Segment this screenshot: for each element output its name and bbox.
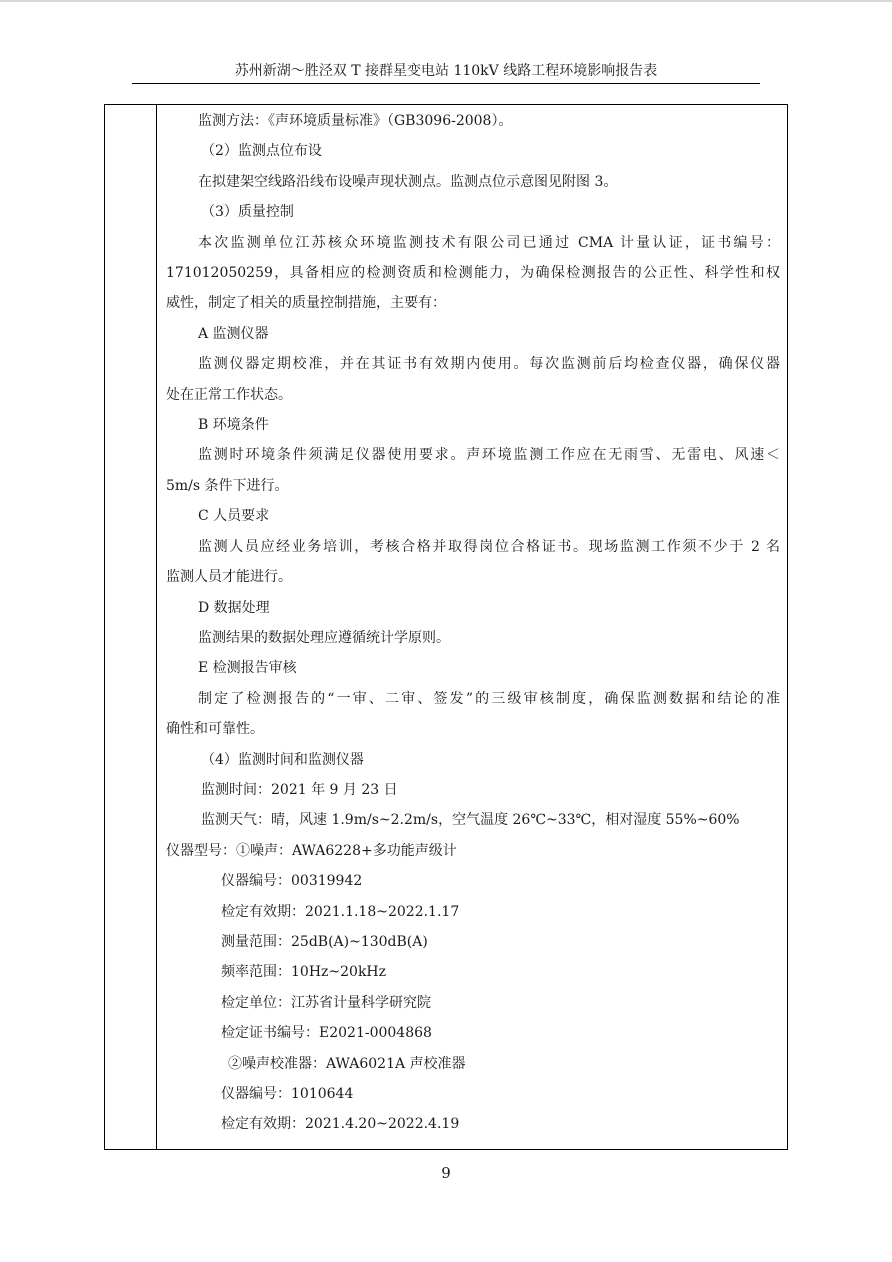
instrument-2-number: 仪器编号：1010644 [221, 1086, 354, 1102]
item-e-line-1: 制定了检测报告的“一审、二审、签发”的三级审核制度，确保监测数据和结论的准 [198, 690, 780, 707]
instrument-1-validity: 检定有效期：2021.1.18~2022.1.17 [221, 903, 460, 920]
instrument-1-range: 测量范围：25dB(A)~130dB(A) [221, 933, 428, 950]
monitoring-weather: 监测天气：晴，风速 1.9m/s~2.2m/s，空气温度 26℃~33℃，相对湿度 55%~60% [201, 812, 740, 829]
section-2-text: 在拟建架空线路沿线布设噪声现状测点。监测点位示意图见附图 3。 [198, 173, 618, 190]
instrument-2-validity: 检定有效期：2021.4.20~2022.4.19 [221, 1116, 460, 1133]
item-b-line-1: 监测时环境条件须满足仪器使用要求。声环境监测工作应在无雨雪、无雷电、风速＜ [198, 447, 780, 464]
qc-intro-line-3: 威性，制定了相关的质量控制措施，主要有： [166, 295, 446, 312]
section-2-title: （2）监测点位布设 [201, 143, 322, 160]
item-e-line-2: 确性和可靠性。 [166, 721, 264, 738]
table-column-divider [156, 104, 157, 1150]
item-b-line-2: 5m/s 条件下进行。 [166, 477, 289, 494]
item-e-title: E 检测报告审核 [198, 660, 297, 677]
item-a-line-2: 处在正常工作状态。 [166, 386, 292, 403]
page-number: 9 [441, 1164, 451, 1182]
instrument-1-certificate: 检定证书编号：E2021-0004868 [221, 1025, 432, 1042]
table-content-cell [166, 106, 780, 1140]
instrument-model: 仪器型号：①噪声：AWA6228+多功能声级计 [166, 842, 457, 859]
monitoring-time: 监测时间：2021 年 9 月 23 日 [201, 781, 398, 798]
qc-intro-line-2: 171012050259，具备相应的检测资质和检测能力，为确保检测报告的公正性、科学性和权 [166, 265, 780, 282]
item-d-line-1: 监测结果的数据处理应遵循统计学原则。 [198, 629, 450, 646]
section-4-title: （4）监测时间和监测仪器 [201, 751, 364, 768]
instrument-1-frequency: 频率范围：10Hz~20kHz [221, 964, 387, 981]
section-3-title: （3）质量控制 [201, 204, 294, 221]
item-d-title: D 数据处理 [198, 599, 270, 616]
item-b-title: B 环境条件 [198, 417, 269, 434]
instrument-1-calibration-unit: 检定单位：江苏省计量科学研究院 [221, 994, 431, 1011]
item-c-title: C 人员要求 [198, 508, 270, 525]
page-top-border [0, 0, 892, 2]
instrument-1-number: 仪器编号：00319942 [221, 873, 363, 890]
item-c-line-2: 监测人员才能进行。 [166, 569, 292, 586]
item-c-line-1: 监测人员应经业务培训，考核合格并取得岗位合格证书。现场监测工作须不少于 2 名 [198, 538, 780, 555]
item-a-line-1: 监测仪器定期校准，并在其证书有效期内使用。每次监测前后均检查仪器，确保仪器 [198, 356, 780, 373]
document-header: 苏州新湖～胜泾双 T 接群星变电站 110kV 线路工程环境影响报告表 [234, 63, 658, 79]
monitoring-method: 监测方法：《声环境质量标准》（GB3096-2008）。 [198, 113, 513, 129]
item-a-title: A 监测仪器 [198, 325, 269, 342]
instrument-2-model: ②噪声校准器：AWA6021A 声校准器 [228, 1055, 466, 1072]
qc-intro-line-1: 本次监测单位江苏核众环境监测技术有限公司已通过 CMA 计量认证，证书编号： [198, 234, 780, 251]
header-divider [132, 83, 760, 84]
